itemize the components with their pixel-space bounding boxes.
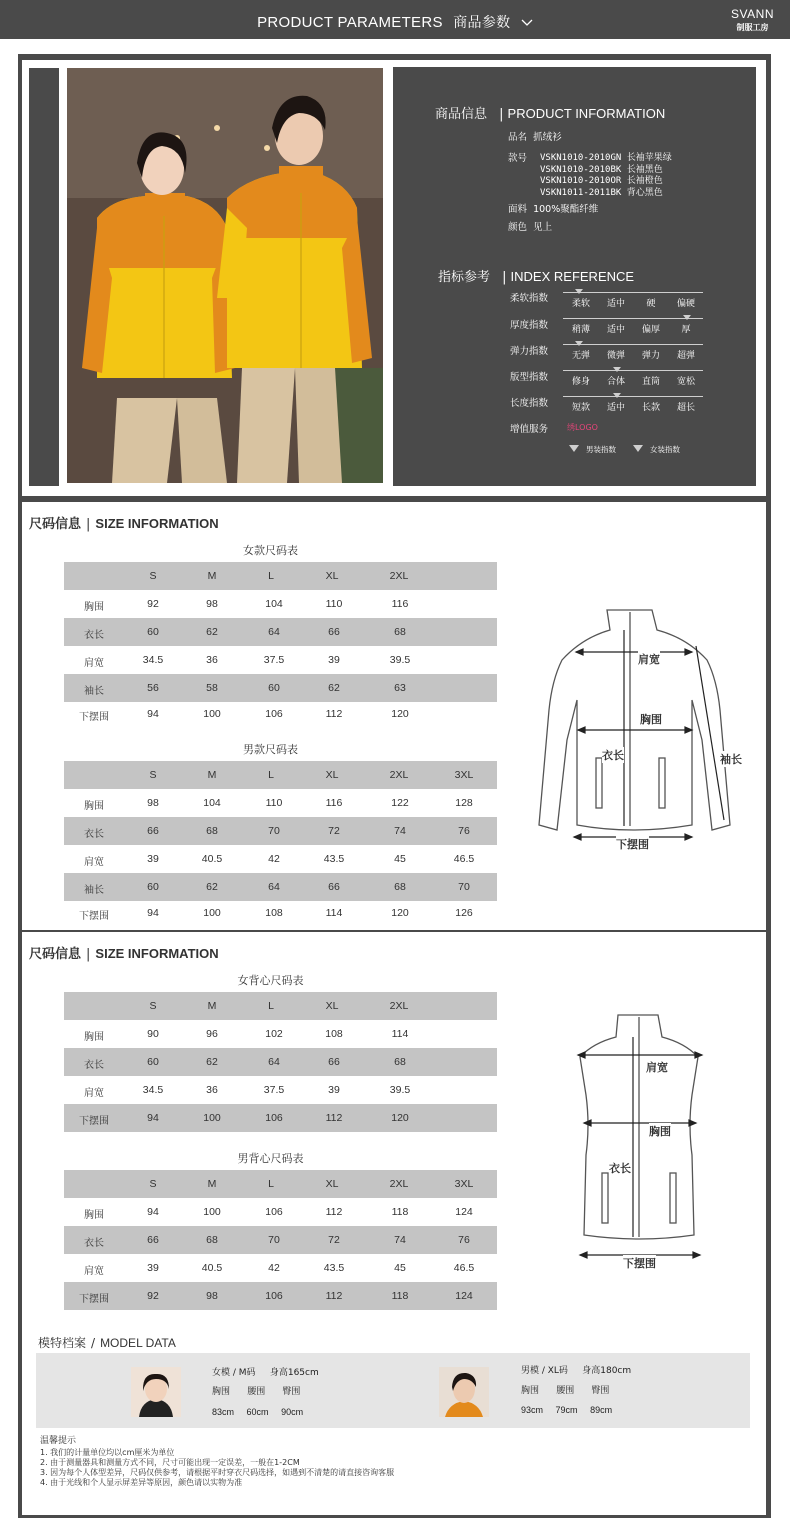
size-col: XL bbox=[325, 1178, 339, 1190]
hem-label: 下摆围 bbox=[623, 1257, 656, 1270]
index-option: 厚 bbox=[681, 325, 691, 335]
cell: 37.5 bbox=[263, 1084, 285, 1096]
sku-list bbox=[540, 153, 672, 199]
cell: 45 bbox=[394, 853, 406, 865]
index-option: 偏硬 bbox=[676, 299, 695, 309]
chevron-down-icon bbox=[521, 19, 533, 27]
index-heading-cn: 指标参考 bbox=[438, 270, 491, 285]
cell: 114 bbox=[391, 1028, 409, 1040]
index-option: 适中 bbox=[606, 403, 625, 413]
table-row bbox=[64, 1282, 497, 1310]
brand-name-en: SVANN bbox=[731, 7, 774, 21]
size-col: M bbox=[207, 1000, 217, 1012]
title-cn: 商品参数 bbox=[453, 15, 511, 31]
index-heading: 指标参考 | INDEX REFERENCE bbox=[438, 269, 635, 285]
table-header-row bbox=[64, 992, 497, 1020]
table-row bbox=[64, 873, 497, 901]
male-labels bbox=[521, 1385, 609, 1397]
table-row bbox=[64, 646, 497, 674]
sku-label: 款号 bbox=[508, 153, 528, 164]
table-header-row bbox=[64, 761, 497, 789]
table-row bbox=[64, 674, 497, 702]
cell: 72 bbox=[328, 1234, 340, 1246]
color-value: 见上 bbox=[533, 222, 553, 233]
cell: 100 bbox=[203, 907, 221, 919]
row-label: 肩宽 bbox=[84, 1266, 104, 1277]
cell: 100 bbox=[203, 1206, 221, 1218]
cell: 40.5 bbox=[201, 853, 223, 865]
model-heading-en: MODEL DATA bbox=[100, 1336, 176, 1350]
cell: 34.5 bbox=[142, 1084, 164, 1096]
cell: 112 bbox=[325, 708, 343, 720]
size-heading-cn: 尺码信息 bbox=[29, 517, 82, 532]
index-option: 修身 bbox=[571, 377, 590, 387]
cell: 116 bbox=[325, 797, 343, 809]
row-label: 袖长 bbox=[84, 885, 104, 896]
size-col: 2XL bbox=[389, 769, 409, 781]
notes bbox=[40, 1436, 394, 1488]
table-row bbox=[64, 817, 497, 845]
service-label: 增值服务 bbox=[510, 424, 549, 435]
cell: 112 bbox=[325, 1206, 343, 1218]
value: 93cm bbox=[521, 1405, 544, 1415]
cell: 64 bbox=[268, 1056, 280, 1068]
female-legend-icon bbox=[633, 445, 643, 452]
label: 腰围 bbox=[247, 1387, 266, 1397]
cell: 39.5 bbox=[389, 1084, 411, 1096]
name-row bbox=[508, 132, 562, 144]
cell: 112 bbox=[325, 1112, 343, 1124]
row-label: 衣长 bbox=[84, 829, 104, 840]
size-col: XL bbox=[325, 570, 339, 582]
index-label: 弹力指数 bbox=[510, 346, 549, 357]
male-model-info bbox=[521, 1365, 631, 1377]
cell: 122 bbox=[391, 797, 409, 809]
cell: 118 bbox=[391, 1290, 409, 1302]
product-info-heading: 商品信息 | PRODUCT INFORMATION bbox=[435, 106, 666, 122]
size-col: L bbox=[268, 769, 274, 781]
cell: 120 bbox=[391, 907, 409, 919]
model-data-box bbox=[36, 1353, 750, 1428]
cell: 70 bbox=[268, 1234, 280, 1246]
table-row bbox=[64, 590, 497, 618]
hem-label: 下摆围 bbox=[616, 838, 649, 851]
color-row bbox=[508, 222, 552, 234]
cell: 106 bbox=[265, 708, 283, 720]
cell: 62 bbox=[206, 1056, 218, 1068]
fabric-row bbox=[508, 204, 598, 216]
fabric-label: 面料 bbox=[508, 204, 528, 215]
female-avatar-icon bbox=[131, 1367, 181, 1417]
brand-logo bbox=[731, 7, 774, 35]
size-col: S bbox=[149, 1000, 157, 1012]
cell: 100 bbox=[203, 708, 221, 720]
cell: 94 bbox=[147, 1112, 159, 1124]
cell: 42 bbox=[268, 853, 280, 865]
service-value: 绣LOGO bbox=[567, 423, 598, 432]
scale-line bbox=[563, 292, 703, 293]
table-row bbox=[64, 1020, 497, 1048]
cell: 63 bbox=[394, 682, 406, 694]
page-title bbox=[0, 12, 790, 32]
index-option: 直筒 bbox=[641, 377, 660, 387]
cell: 39 bbox=[147, 853, 159, 865]
cell: 36 bbox=[206, 1084, 218, 1096]
cell: 36 bbox=[206, 654, 218, 666]
row-label: 衣长 bbox=[84, 1060, 104, 1071]
cell: 62 bbox=[206, 626, 218, 638]
cell: 39 bbox=[328, 654, 340, 666]
scale-line bbox=[563, 370, 703, 371]
cell: 120 bbox=[391, 708, 409, 720]
cell: 34.5 bbox=[142, 654, 164, 666]
index-label: 柔软指数 bbox=[510, 293, 549, 304]
cell: 39 bbox=[147, 1262, 159, 1274]
index-option: 短款 bbox=[571, 403, 590, 413]
cell: 94 bbox=[147, 1206, 159, 1218]
size-col: M bbox=[207, 769, 217, 781]
cell: 64 bbox=[268, 626, 280, 638]
row-label: 衣长 bbox=[84, 630, 104, 641]
female-labels bbox=[212, 1386, 300, 1398]
female-marker-icon bbox=[613, 367, 621, 372]
cell: 66 bbox=[328, 1056, 340, 1068]
cell: 114 bbox=[325, 907, 343, 919]
row-label: 下摆围 bbox=[79, 712, 109, 723]
size-col: 3XL bbox=[454, 1178, 474, 1190]
shoulder-label: 肩宽 bbox=[646, 1061, 668, 1074]
cell: 76 bbox=[458, 1234, 470, 1246]
row-label: 肩宽 bbox=[84, 658, 104, 669]
male-values bbox=[521, 1404, 612, 1416]
cell: 43.5 bbox=[323, 853, 345, 865]
row-label: 下摆围 bbox=[79, 1116, 109, 1127]
size-col: L bbox=[268, 1000, 274, 1012]
cell: 98 bbox=[206, 1290, 218, 1302]
cell: 98 bbox=[147, 797, 159, 809]
row-label: 袖长 bbox=[84, 686, 104, 697]
index-option: 微弹 bbox=[606, 351, 625, 361]
size-col: L bbox=[268, 1178, 274, 1190]
cell: 60 bbox=[268, 682, 280, 694]
cell: 60 bbox=[147, 881, 159, 893]
top-banner bbox=[0, 0, 790, 39]
length-label: 衣长 bbox=[609, 1162, 631, 1175]
cell: 62 bbox=[328, 682, 340, 694]
product-info-panel bbox=[393, 67, 756, 486]
size-col: S bbox=[149, 769, 157, 781]
note-item: 1. 我们的计量单位均以cm厘米为单位 bbox=[40, 1448, 175, 1457]
row-label: 胸围 bbox=[84, 1032, 104, 1043]
note-item: 3. 因为每个人体型差异，尺码仅供参考，请根据平时穿衣尺码选择，如遇到不清楚的请直接咨询客服 bbox=[40, 1468, 395, 1477]
scale-line bbox=[563, 396, 703, 397]
index-option: 柔软 bbox=[571, 299, 590, 309]
fabric-value: 100%聚酯纤维 bbox=[533, 204, 599, 215]
female-marker-icon bbox=[575, 341, 583, 346]
cell: 39 bbox=[328, 1084, 340, 1096]
size-heading-en: SIZE INFORMATION bbox=[95, 516, 219, 531]
cell: 56 bbox=[147, 682, 159, 694]
female-values bbox=[212, 1406, 303, 1418]
cell: 46.5 bbox=[453, 1262, 475, 1274]
cell: 46.5 bbox=[453, 853, 475, 865]
cell: 45 bbox=[394, 1262, 406, 1274]
cell: 40.5 bbox=[201, 1262, 223, 1274]
table-header-row bbox=[64, 1170, 497, 1198]
index-option: 长款 bbox=[641, 403, 660, 413]
size-col: M bbox=[207, 570, 217, 582]
notes-title: 温馨提示 bbox=[40, 1436, 77, 1446]
cell: 116 bbox=[391, 598, 409, 610]
cell: 108 bbox=[265, 907, 283, 919]
cell: 96 bbox=[206, 1028, 218, 1040]
vest-outline-icon bbox=[560, 1005, 720, 1275]
table-row bbox=[64, 700, 497, 728]
female-title: 女模 / M码 bbox=[212, 1368, 256, 1378]
cell: 60 bbox=[147, 1056, 159, 1068]
divider bbox=[22, 931, 766, 932]
cell: 66 bbox=[147, 1234, 159, 1246]
table-row bbox=[64, 1076, 497, 1104]
heading-en: PRODUCT INFORMATION bbox=[507, 106, 666, 121]
value: 89cm bbox=[590, 1405, 613, 1415]
scale-line bbox=[563, 318, 703, 319]
label: 胸围 bbox=[212, 1387, 231, 1397]
size-col: 2XL bbox=[389, 1178, 409, 1190]
size-heading-en: SIZE INFORMATION bbox=[95, 946, 219, 961]
female-marker-icon bbox=[613, 393, 621, 398]
product-photo bbox=[67, 68, 383, 483]
scale-line bbox=[563, 344, 703, 345]
cell: 72 bbox=[328, 825, 340, 837]
cell: 92 bbox=[147, 598, 159, 610]
row-label: 肩宽 bbox=[84, 1088, 104, 1099]
sku-item: VSKN1010-2010GN 长袖苹果绿 bbox=[540, 153, 672, 163]
male-height: 身高180cm bbox=[582, 1366, 632, 1376]
heading-cn: 商品信息 bbox=[435, 107, 488, 122]
table-caption-women-vest: 女背心尺码表 bbox=[237, 974, 304, 987]
legend-female-label: 女装指数 bbox=[650, 445, 680, 454]
value: 60cm bbox=[246, 1407, 269, 1417]
index-option: 无弹 bbox=[571, 351, 590, 361]
cell: 104 bbox=[265, 598, 283, 610]
index-label: 厚度指数 bbox=[510, 320, 549, 331]
male-avatar-icon bbox=[439, 1367, 489, 1417]
cell: 118 bbox=[391, 1206, 409, 1218]
cell: 98 bbox=[206, 598, 218, 610]
size-col: S bbox=[149, 570, 157, 582]
sku-item: VSKN1010-2010OR 长袖橙色 bbox=[540, 176, 663, 186]
table-row bbox=[64, 1198, 497, 1226]
size-col: M bbox=[207, 1178, 217, 1190]
value: 90cm bbox=[281, 1407, 304, 1417]
size-col: XL bbox=[325, 1000, 339, 1012]
female-model-info bbox=[212, 1367, 319, 1379]
chest-label: 胸围 bbox=[640, 713, 662, 726]
table-row bbox=[64, 618, 497, 646]
cell: 110 bbox=[325, 598, 343, 610]
value: 79cm bbox=[555, 1405, 578, 1415]
table-row bbox=[64, 1104, 497, 1132]
row-label: 肩宽 bbox=[84, 857, 104, 868]
size-col: L bbox=[268, 570, 274, 582]
table-row bbox=[64, 789, 497, 817]
table-header-row bbox=[64, 562, 497, 590]
size-col: S bbox=[149, 1178, 157, 1190]
cell: 92 bbox=[147, 1290, 159, 1302]
table-caption-men: 男款尺码表 bbox=[243, 743, 298, 756]
index-label: 长度指数 bbox=[510, 398, 549, 409]
color-label: 颜色 bbox=[508, 222, 528, 233]
cell: 66 bbox=[147, 825, 159, 837]
sku-item: VSKN1011-2011BK 背心黑色 bbox=[540, 187, 663, 198]
length-label: 衣长 bbox=[602, 749, 624, 762]
table-row bbox=[64, 1254, 497, 1282]
index-option: 合体 bbox=[606, 377, 625, 387]
cell: 128 bbox=[455, 797, 473, 809]
cell: 70 bbox=[458, 881, 470, 893]
cell: 104 bbox=[203, 797, 221, 809]
cell: 124 bbox=[455, 1206, 473, 1218]
index-option: 适中 bbox=[606, 299, 625, 309]
index-option: 弹力 bbox=[641, 351, 660, 361]
cell: 68 bbox=[394, 626, 406, 638]
cell: 74 bbox=[394, 825, 406, 837]
model-heading-cn: 模特档案 bbox=[38, 1336, 87, 1350]
index-label: 版型指数 bbox=[510, 372, 549, 383]
shoulder-label: 肩宽 bbox=[638, 653, 660, 666]
cell: 106 bbox=[265, 1206, 283, 1218]
label: 臀围 bbox=[282, 1387, 301, 1397]
note-item: 4. 由于光线和个人显示屏差异等原因，颜色请以实物为准 bbox=[40, 1478, 243, 1487]
row-label: 下摆围 bbox=[79, 1294, 109, 1305]
cell: 126 bbox=[455, 907, 473, 919]
index-option: 适中 bbox=[606, 325, 625, 335]
chest-label: 胸围 bbox=[649, 1125, 671, 1138]
cell: 74 bbox=[394, 1234, 406, 1246]
label: 腰围 bbox=[556, 1386, 575, 1396]
female-height: 身高165cm bbox=[269, 1368, 319, 1378]
size-heading-cn: 尺码信息 bbox=[29, 947, 82, 962]
brand-name-cn: 制服工房 bbox=[736, 23, 769, 32]
male-legend-icon bbox=[569, 445, 579, 452]
male-title: 男模 / XL码 bbox=[521, 1366, 568, 1376]
sleeve-label: 袖长 bbox=[720, 753, 742, 766]
cell: 70 bbox=[268, 825, 280, 837]
label: 胸围 bbox=[521, 1386, 540, 1396]
left-strip bbox=[29, 68, 59, 486]
table-row bbox=[64, 1048, 497, 1076]
index-option: 宽松 bbox=[676, 377, 695, 387]
index-option: 偏厚 bbox=[641, 325, 660, 335]
row-label: 衣长 bbox=[84, 1238, 104, 1249]
cell: 60 bbox=[147, 626, 159, 638]
cell: 68 bbox=[206, 825, 218, 837]
cell: 120 bbox=[391, 1112, 409, 1124]
row-label: 下摆围 bbox=[79, 911, 109, 922]
cell: 106 bbox=[265, 1290, 283, 1302]
cell: 37.5 bbox=[263, 654, 285, 666]
table-row bbox=[64, 1226, 497, 1254]
name-label: 品名 bbox=[508, 132, 528, 143]
size-col: 2XL bbox=[389, 1000, 409, 1012]
index-option: 超弹 bbox=[676, 351, 695, 361]
table-caption-men-vest: 男背心尺码表 bbox=[237, 1152, 304, 1165]
cell: 64 bbox=[268, 881, 280, 893]
row-label: 胸围 bbox=[84, 1210, 104, 1221]
cell: 68 bbox=[394, 881, 406, 893]
female-marker-icon bbox=[683, 315, 691, 320]
cell: 90 bbox=[147, 1028, 159, 1040]
cell: 62 bbox=[206, 881, 218, 893]
cell: 76 bbox=[458, 825, 470, 837]
size-col: 2XL bbox=[389, 570, 409, 582]
legend-male-label: 男装指数 bbox=[586, 445, 616, 454]
value: 83cm bbox=[212, 1407, 235, 1417]
table-row bbox=[64, 845, 497, 873]
female-marker-icon bbox=[575, 289, 583, 294]
cell: 94 bbox=[147, 708, 159, 720]
cell: 124 bbox=[455, 1290, 473, 1302]
index-option: 稍薄 bbox=[571, 325, 590, 335]
cell: 112 bbox=[325, 1290, 343, 1302]
table-caption-women: 女款尺码表 bbox=[243, 544, 298, 557]
sku-item: VSKN1010-2010BK 长袖黑色 bbox=[540, 164, 663, 175]
cell: 66 bbox=[328, 626, 340, 638]
jacket-diagram bbox=[512, 590, 756, 865]
vest-diagram bbox=[560, 1005, 720, 1275]
jacket-outline-icon bbox=[512, 590, 756, 865]
cell: 39.5 bbox=[389, 654, 411, 666]
label: 臀围 bbox=[591, 1386, 610, 1396]
cell: 68 bbox=[394, 1056, 406, 1068]
row-label: 胸围 bbox=[84, 602, 104, 613]
cell: 42 bbox=[268, 1262, 280, 1274]
cell: 43.5 bbox=[323, 1262, 345, 1274]
cell: 102 bbox=[265, 1028, 283, 1040]
model-heading: 模特档案 / MODEL DATA bbox=[38, 1336, 176, 1350]
cell: 68 bbox=[206, 1234, 218, 1246]
size-col: 3XL bbox=[454, 769, 474, 781]
title-en: PRODUCT PARAMETERS bbox=[257, 14, 443, 31]
cell: 108 bbox=[325, 1028, 343, 1040]
cell: 110 bbox=[265, 797, 283, 809]
cell: 66 bbox=[328, 881, 340, 893]
cell: 106 bbox=[265, 1112, 283, 1124]
index-option: 硬 bbox=[646, 299, 656, 309]
size-heading-vest: 尺码信息 | SIZE INFORMATION bbox=[29, 946, 219, 962]
name-value: 抓绒衫 bbox=[533, 132, 562, 143]
table-row bbox=[64, 899, 497, 927]
cell: 100 bbox=[203, 1112, 221, 1124]
note-item: 2. 由于测量器具和测量方式不同，尺寸可能出现一定误差，一般在1-2CM bbox=[40, 1458, 300, 1467]
row-label: 胸围 bbox=[84, 801, 104, 812]
index-option: 超长 bbox=[676, 403, 695, 413]
models-illustration bbox=[67, 68, 383, 483]
female-model-avatar bbox=[131, 1367, 181, 1417]
male-model-avatar bbox=[439, 1367, 489, 1417]
size-col: XL bbox=[325, 769, 339, 781]
size-heading-jacket: 尺码信息 | SIZE INFORMATION bbox=[29, 516, 219, 532]
index-heading-en: INDEX REFERENCE bbox=[510, 269, 635, 284]
cell: 94 bbox=[147, 907, 159, 919]
cell: 58 bbox=[206, 682, 218, 694]
